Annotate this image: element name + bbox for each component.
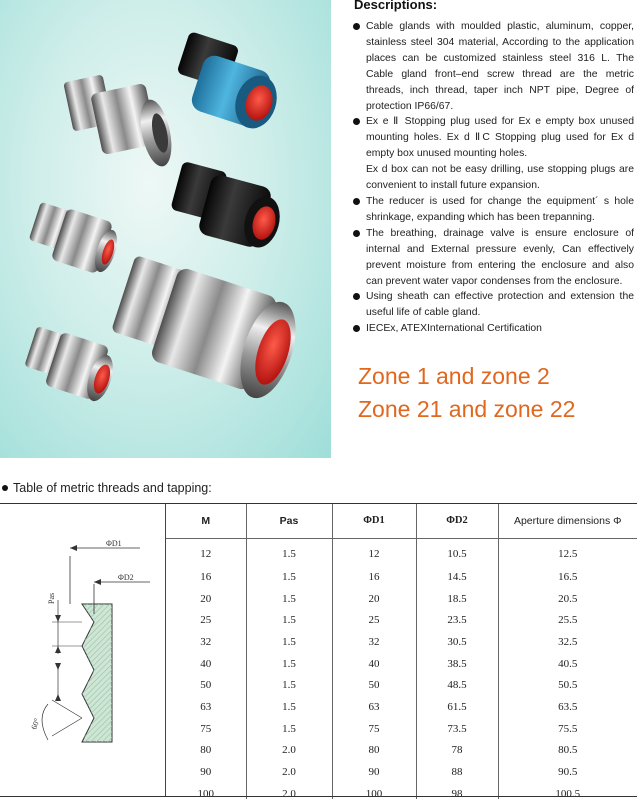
table-row [166,653,637,675]
description-item [352,226,634,290]
table-row [166,631,637,653]
thread-profile-drawing [0,504,165,796]
cell-m: 75 [166,718,246,740]
description-text: Using sheath can effective protection and extension the useful life of cable gland. [366,291,634,319]
gland-blue-black [176,31,283,134]
cell-d1: 32 [332,631,416,653]
cell-m: 40 [166,653,246,675]
description-text: The reducer is used for change the equipment´ s hole shrinkage, expanding which has been trepanning. [366,195,634,223]
zone-line-2: Zone 21 and zone 22 [358,396,576,422]
label-pas: Pas [47,592,56,604]
zone-line-1: Zone 1 and zone 2 [358,363,550,389]
cell-d1: 75 [332,718,416,740]
bullet-icon [353,118,360,125]
cell-aperture: 40.5 [558,657,578,670]
table-row [166,740,637,762]
cell-pas: 2.0 [246,783,332,799]
table-row [166,718,637,740]
cell-d2: 14.5 [416,566,498,588]
cell-aperture: 16.5 [558,570,578,583]
cell-d2: 61.5 [416,696,498,718]
label-d2: ΦD2 [118,573,134,582]
cell-d1: 50 [332,674,416,696]
gland-steel-red [24,326,118,404]
cell-m: 16 [166,566,246,588]
cell-d1: 90 [332,761,416,783]
bullet-icon [353,230,360,237]
cell-pas: 1.5 [246,609,332,631]
cell-pas: 1.5 [246,696,332,718]
product-photo [0,0,331,458]
description-text: IECEx, ATEXInternational Certification [366,323,542,335]
cell-d1: 40 [332,653,416,675]
cell-d2: 88 [416,761,498,783]
cell-m: 20 [166,588,246,610]
cell-m: 100 [166,783,246,799]
description-item [352,114,634,194]
cell-d2: 98 [416,783,498,799]
column-header-pas: Pas [246,504,332,538]
description-text: The breathing, drainage valve is ensure enclosure of internal and External pressure evenly, Can effectively prevent moisture from entering the enclosure and also can prevent water vapor condenses from the enclosure. [366,227,634,287]
gland-steel-large [111,255,306,405]
metric-thread-table [166,504,637,799]
table-header-row [166,504,637,538]
cell-d2: 30.5 [416,631,498,653]
cell-pas: 1.5 [246,588,332,610]
cell-aperture: 25.5 [558,614,578,627]
gland-black [170,161,285,252]
description-item [352,19,634,114]
table-row [166,674,637,696]
table-heading [2,481,212,495]
cell-aperture: 90.5 [558,766,578,779]
label-d1: ΦD1 [106,539,122,548]
table-row [166,538,637,566]
cell-d1: 25 [332,609,416,631]
cell-pas: 1.5 [246,653,332,675]
cell-d2: 23.5 [416,609,498,631]
description-item [352,194,634,226]
thread-profile-diagram [0,504,166,796]
label-angle: 60° [29,717,42,731]
cell-d2: 18.5 [416,588,498,610]
cell-aperture: 50.5 [558,679,578,692]
cell-m: 32 [166,631,246,653]
cell-pas: 2.0 [246,761,332,783]
description-text: Cable glands with moulded plastic, aluminum, copper, stainless steel 304 material, According to the application places can be customized stainless steel 316 L. The Cable gland front–end screw thread are the metric threads, inch thread, taper inch NPT pipe, Degree of protection IP66/67. [366,21,634,112]
cell-d1: 100 [332,783,416,799]
cell-d1: 12 [332,538,416,566]
descriptions-list [352,19,634,337]
cell-pas: 1.5 [246,674,332,696]
table-heading-text: Table of metric threads and tapping: [13,481,212,495]
cell-aperture: 20.5 [558,592,578,605]
cell-d1: 20 [332,588,416,610]
cell-m: 90 [166,761,246,783]
table-row [166,761,637,783]
cell-aperture: 75.5 [558,722,578,735]
cell-d2: 73.5 [416,718,498,740]
cell-d2: 10.5 [416,538,498,566]
description-item [352,321,634,337]
cell-m: 12 [166,538,246,566]
cell-pas: 1.5 [246,566,332,588]
cell-d2: 38.5 [416,653,498,675]
table-row [166,609,637,631]
bullet-icon [2,485,8,491]
descriptions-title: Descriptions: [354,0,438,12]
bullet-icon [353,325,360,332]
cell-m: 80 [166,740,246,762]
bullet-icon [353,198,360,205]
cell-pas: 1.5 [246,718,332,740]
cell-m: 50 [166,674,246,696]
gland-steel-flange [63,74,177,169]
cell-aperture: 32.5 [558,635,578,648]
column-header-d2: ΦD2 [416,504,498,538]
table-body [166,538,637,799]
cell-m: 25 [166,609,246,631]
cell-pas: 1.5 [246,538,332,566]
cell-d2: 78 [416,740,498,762]
cell-d1: 16 [332,566,416,588]
cell-pas: 2.0 [246,740,332,762]
cell-aperture: 80.5 [558,744,578,757]
column-header-d1: ΦD1 [332,504,416,538]
bullet-icon [353,293,360,300]
table-bottom-rule [0,796,637,797]
gland-steel-small [29,202,122,275]
cell-d1: 80 [332,740,416,762]
bullet-icon [353,23,360,30]
cable-glands-illustration [0,0,331,458]
zones-block [358,360,575,426]
column-header-aperture: Aperture dimensions Φ [498,504,637,538]
table-row [166,696,637,718]
cell-aperture: 63.5 [558,700,578,713]
cell-m: 63 [166,696,246,718]
cell-d2: 48.5 [416,674,498,696]
table-row [166,566,637,588]
cell-d1: 63 [332,696,416,718]
cell-aperture: 100.5 [555,787,581,799]
table-row [166,588,637,610]
cell-pas: 1.5 [246,631,332,653]
column-header-m: M [166,504,246,538]
description-item [352,289,634,321]
description-text: Ex e Ⅱ Stopping plug used for Ex e empty box unused mounting holes. Ex d ⅡC Stopping plug used for Ex d empty box unused mounting holes. Ex d box can not be easy drilling, use stopping plugs are convenient to install future expansion. [366,116,634,192]
cell-aperture: 12.5 [558,548,578,561]
